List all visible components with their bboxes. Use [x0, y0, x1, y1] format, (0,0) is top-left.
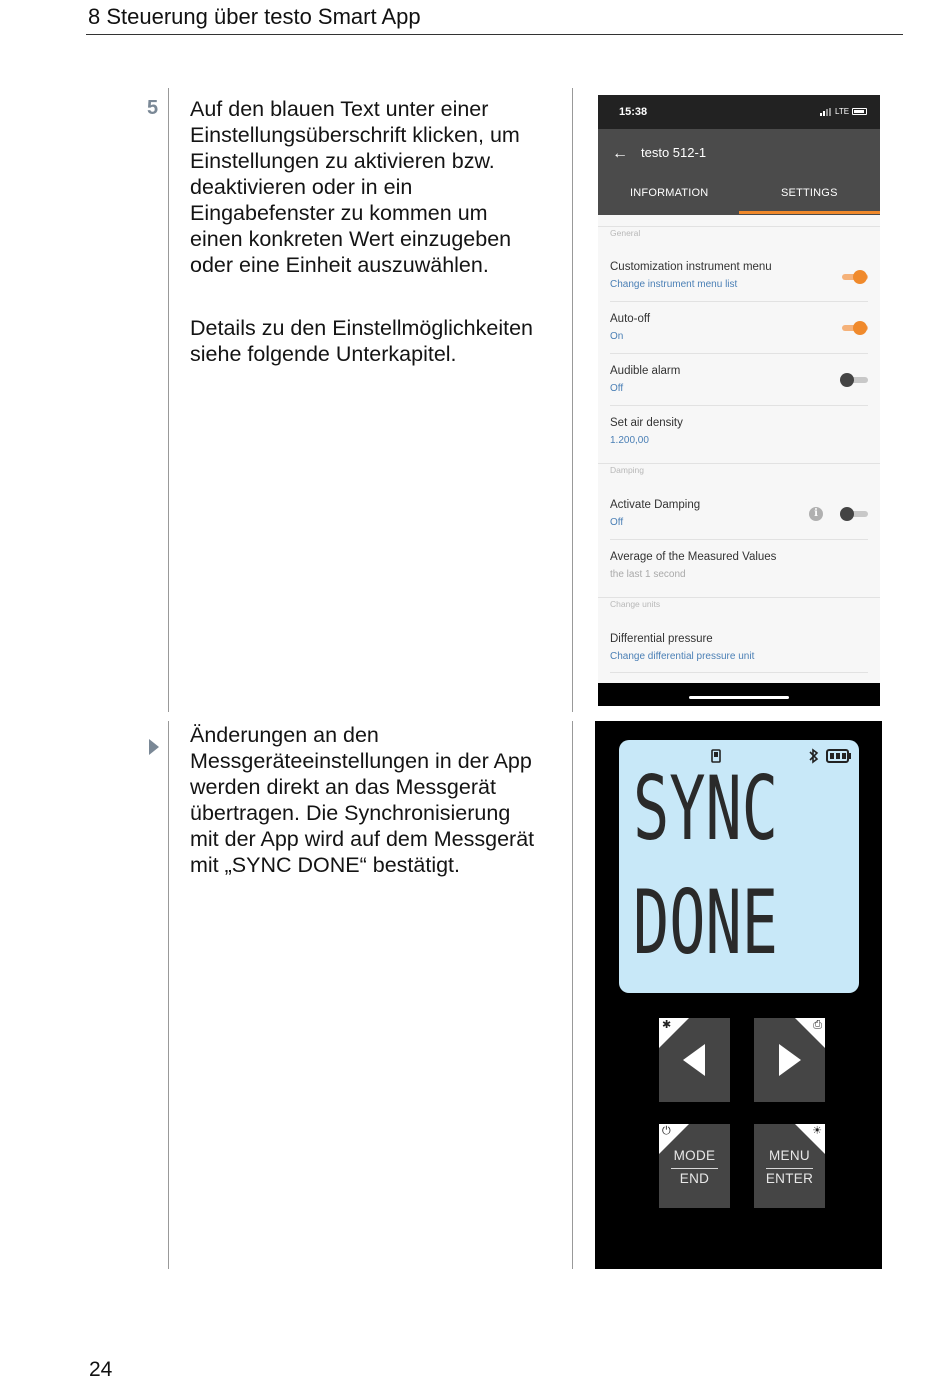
lcd-line-1: SYNC: [633, 757, 778, 860]
text-line: werden direkt an das Messgerät: [190, 775, 496, 799]
text-line: Messgeräteeinstellungen in der App: [190, 749, 532, 773]
toggle-activate-damping[interactable]: [840, 507, 868, 521]
app-bar: [598, 129, 880, 215]
bluetooth-icon: ✱: [662, 1018, 672, 1031]
text-line: Einstellungsüberschrift klicken, um: [190, 123, 520, 147]
info-icon[interactable]: i: [809, 507, 823, 521]
text-line: Auf den blauen Text unter einer: [190, 97, 489, 121]
right-arrow-icon: [779, 1044, 801, 1076]
step-paragraph-2: [190, 315, 565, 367]
setting-value-link[interactable]: the last 1 second: [610, 569, 686, 580]
button-label-top: MODE: [673, 1148, 716, 1163]
right-button[interactable]: [754, 1018, 825, 1102]
status-time: 15:38: [619, 106, 648, 118]
status-bar: [598, 95, 880, 129]
setting-value-link[interactable]: Change instrument menu list: [610, 279, 738, 290]
menu-enter-button[interactable]: [754, 1124, 825, 1208]
setting-value-link[interactable]: Change differential pressure unit: [610, 651, 755, 662]
toggle-audible-alarm[interactable]: [840, 373, 868, 387]
setting-title: Activate Damping: [610, 499, 701, 511]
home-bar-area: [598, 683, 880, 706]
result-arrow-icon: [149, 739, 159, 755]
middle-column-rule-lower: [572, 721, 573, 1269]
section-divider: [598, 597, 880, 598]
left-column-rule-lower: [168, 721, 169, 1269]
button-label-rule: [766, 1168, 813, 1169]
button-label-rule: [671, 1168, 718, 1169]
section-general: General: [610, 228, 641, 238]
setting-value-link[interactable]: 1.200,00: [610, 435, 649, 446]
bluetooth-icon: [807, 748, 821, 764]
network-label: LTE: [835, 107, 850, 116]
setting-value-link[interactable]: Off: [610, 383, 624, 394]
setting-value-link[interactable]: Off: [610, 517, 624, 528]
button-label-top: MENU: [769, 1148, 810, 1163]
header-rule: [86, 34, 903, 35]
power-icon: ⏻: [662, 1124, 671, 1137]
home-indicator[interactable]: [689, 696, 789, 699]
tab-information[interactable]: INFORMATION: [630, 187, 709, 199]
setting-title: Audible alarm: [610, 365, 681, 377]
app-title: testo 512-1: [641, 145, 707, 160]
page-header: 8 Steuerung über testo Smart App: [88, 4, 421, 29]
setting-title: Auto-off: [610, 313, 651, 325]
left-column-rule-upper: [168, 88, 169, 712]
light-icon: ☀: [812, 1124, 822, 1137]
text-line: Änderungen an den: [190, 723, 379, 747]
text-line: oder eine Einheit auszuwählen.: [190, 253, 489, 277]
step-number: 5: [147, 97, 159, 119]
text-line: einen konkreten Wert einzugeben: [190, 227, 512, 251]
text-line: Eingabefenster zu kommen um: [190, 201, 488, 225]
text-line: deaktivieren oder in ein: [190, 175, 413, 199]
row-divider: [610, 405, 868, 406]
button-label-bottom: ENTER: [765, 1171, 814, 1186]
lcd-display: [619, 740, 859, 993]
text-line: übertragen. Die Synchronisierung: [190, 801, 511, 825]
row-divider: [610, 672, 868, 673]
button-label-bottom: END: [679, 1171, 710, 1186]
toggle-customization-menu[interactable]: [840, 270, 868, 284]
section-damping: Damping: [610, 465, 645, 475]
result-paragraph: [190, 722, 565, 878]
row-divider: [610, 539, 868, 540]
lcd-text-done: [633, 871, 783, 974]
left-button[interactable]: [659, 1018, 730, 1102]
row-divider: [610, 301, 868, 302]
text-line: mit „SYNC DONE“ bestätigt.: [190, 853, 460, 877]
battery-icon: [826, 748, 852, 764]
setting-title: Set air density: [610, 417, 683, 429]
row-divider: [610, 353, 868, 354]
setting-value-link[interactable]: On: [610, 331, 624, 342]
instrument-image: [595, 721, 882, 1269]
active-tab-indicator: [739, 211, 880, 214]
text-line: Details zu den Einstellmöglichkeiten: [190, 316, 533, 340]
tab-settings[interactable]: SETTINGS: [781, 187, 838, 199]
lcd-line-2: DONE: [633, 871, 778, 974]
setting-title: Customization instrument menu: [610, 261, 772, 273]
left-arrow-icon: [683, 1044, 705, 1076]
page-number: 24: [89, 1358, 113, 1381]
lcd-text-sync: [633, 757, 783, 860]
battery-icon: [852, 108, 867, 115]
app-screenshot: [598, 95, 880, 706]
setting-title: Differential pressure: [610, 633, 713, 645]
text-line: Einstellungen zu aktivieren bzw.: [190, 149, 495, 173]
step-paragraph-1: [190, 96, 565, 278]
mode-end-button[interactable]: [659, 1124, 730, 1208]
section-change-units: Change units: [610, 599, 661, 609]
toggle-auto-off[interactable]: [840, 321, 868, 335]
signal-icon: [820, 108, 834, 116]
back-arrow-icon[interactable]: ←: [612, 145, 628, 162]
section-divider: [598, 463, 880, 464]
middle-column-rule-upper: [572, 88, 573, 712]
section-divider: [598, 226, 880, 227]
printer-icon: ⎙: [813, 1018, 822, 1031]
text-line: siehe folgende Unterkapitel.: [190, 342, 457, 366]
setting-title: Average of the Measured Values: [610, 551, 777, 563]
text-line: mit der App wird auf dem Messgerät: [190, 827, 535, 851]
